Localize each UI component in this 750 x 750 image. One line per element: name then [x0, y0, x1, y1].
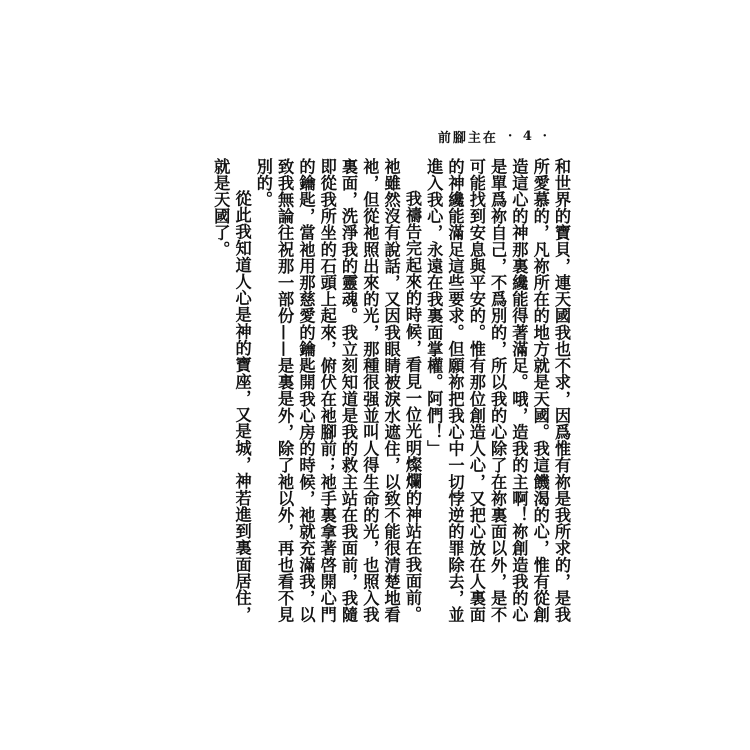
page-header: [400, 126, 550, 146]
paragraph-continued: 和世界的寶貝，連天國我也不求，因爲惟有祢是我所求的，是我所愛慕的，凡祢所在的地方就是天國。我這饑渴的心，惟有從創造這心的神那裏纔能得著滿足。哦，造我的主啊！祢創造我的心是單爲祢自己，不爲別的，所以我的心除了在祢裏面以外，是不可能找到安息與平安的。惟有那位創造人心，又把心放在人裏面的神纔能滿足這些要求。但願祢把我心中一切悖逆的罪除去，並進入我心，永遠在我裏面掌權。阿們！」: [424, 158, 571, 623]
paragraph: 我禱告完起來的時候，看見一位光明燦爛的神站在我面前。祂雖然沒有說話，又因我眼睛被淚水遮住，以致不能很清楚地看祂，但從祂照出來的光，那種很强並叫人得生命的光，也照入我裏面，洗淨我的靈魂。我立刻知道是我的救主站在我面前，我隨即從我所坐的石頭上起來，俯伏在祂腳前；祂手裏拿著啓開心門的鑰匙，當祂用那慈愛的鑰匙開我心房的時候，祂就充滿我，以致我無論往祝那一部份——是裏是外，除了祂以外，再也看不見別的。: [253, 158, 422, 623]
page-number: · 4 ·: [507, 128, 550, 144]
running-title: 前腳主在: [437, 130, 498, 146]
paragraph: 從此我知道人心是神的寶座，又是城，神若進到裏面居住，就是天國了。: [211, 158, 252, 623]
body-text: [210, 158, 572, 623]
